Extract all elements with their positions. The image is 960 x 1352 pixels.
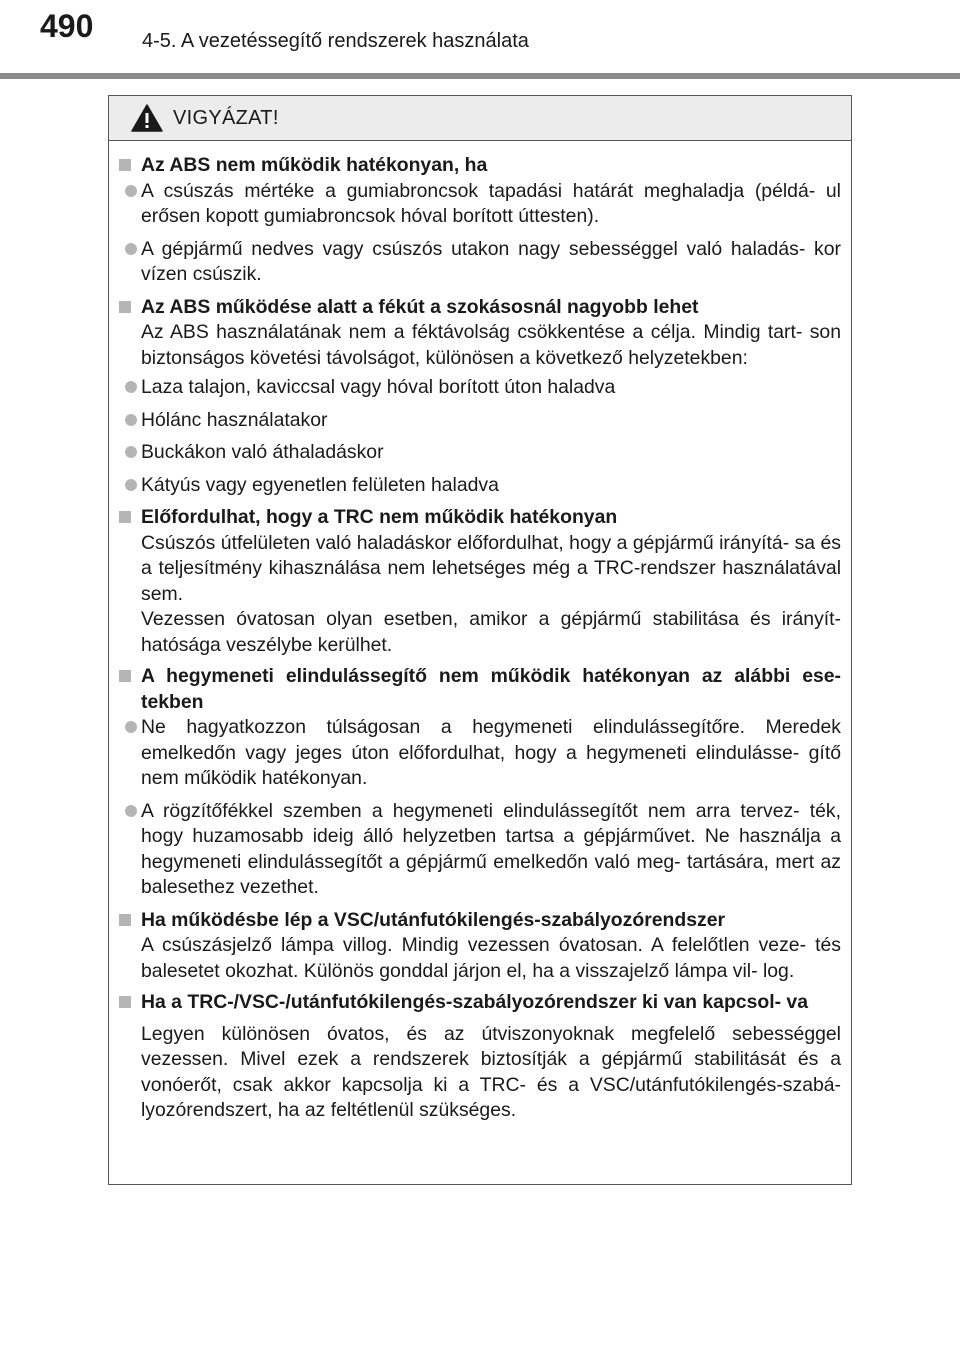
section-text: Csúszós útfelületen való haladáskor előfordulhat, hogy a gépjármű irányítá- sa és a teljesítmény kihasználása nem lehetséges még a TRC-rendszer használatával sem. [141, 531, 841, 605]
round-bullet-icon [125, 805, 137, 817]
round-bullet-icon [125, 414, 137, 426]
list-item: Laza talajon, kaviccsal vagy hóval borított úton haladva [125, 375, 841, 401]
round-bullet-icon [125, 446, 137, 458]
section-heading: Előfordulhat, hogy a TRC nem működik hatékonyan [117, 505, 841, 531]
caution-section [117, 295, 841, 499]
list-item: A gépjármű nedves vagy csúszós utakon nagy sebességgel való haladás- kor vízen csúszik. [125, 237, 841, 288]
header-rule [0, 73, 960, 79]
list-item: Buckákon való áthaladáskor [125, 440, 841, 466]
caution-section [117, 990, 841, 1124]
list-item: Kátyús vagy egyenetlen felületen haladva [125, 473, 841, 499]
section-heading: A hegymeneti elindulássegítő nem működik hatékonyan az alábbi ese- tekben [117, 664, 841, 715]
caution-body [109, 141, 851, 1124]
section-heading: Az ABS nem működik hatékonyan, ha [117, 153, 841, 179]
section-text: A csúszásjelző lámpa villog. Mindig vezessen óvatosan. A felelőtlen veze- tés balesetet okozhat. Különös gonddal járjon el, ha a visszajelző lámpa vil- log. [141, 934, 841, 982]
caution-section [117, 664, 841, 901]
section-heading: Ha működésbe lép a VSC/utánfutókilengés-szabályozórendszer [117, 908, 841, 934]
list-item: Ne hagyatkozzon túlságosan a hegymeneti elindulássegítőre. Meredek emelkedőn vagy jeges úton előfordulhat, hogy a hegymeneti elindulásse- gítő nem működik hatékonyan. [125, 715, 841, 792]
square-bullet-icon [119, 670, 131, 682]
caution-label: VIGYÁZAT! [173, 106, 279, 129]
section-title: 4-5. A vezetéssegítő rendszerek használata [142, 30, 529, 52]
square-bullet-icon [119, 159, 131, 171]
caution-section [117, 505, 841, 658]
section-heading: Ha a TRC-/VSC-/utánfutókilengés-szabályozórendszer ki van kapcsol- va [117, 990, 841, 1016]
round-bullet-icon [125, 721, 137, 733]
square-bullet-icon [119, 914, 131, 926]
square-bullet-icon [119, 511, 131, 523]
caution-section [117, 153, 841, 288]
list-item: A rögzítőfékkel szemben a hegymeneti elindulássegítőt nem arra tervez- ték, hogy huzamosabb ideig álló helyzetben tartsa a gépjárművet. Ne használja a hegymeneti elindulássegítőt a gépjármű emelkedőn való meg- tartására, mert az balesethez vezethet. [125, 799, 841, 901]
section-heading: Az ABS működése alatt a fékút a szokásosnál nagyobb lehet [117, 295, 841, 321]
square-bullet-icon [119, 996, 131, 1008]
round-bullet-icon [125, 185, 137, 197]
round-bullet-icon [125, 479, 137, 491]
list-item: Hólánc használatakor [125, 408, 841, 434]
section-text: Az ABS használatának nem a féktávolság csökkentése a célja. Mindig tart- son biztonságos követési távolságot, különösen a következő helyzetekben: [141, 321, 841, 369]
list-item: A csúszás mértéke a gumiabroncsok tapadási határát meghaladja (példá- ul erősen kopott gumiabroncsok hóval borított úttesten). [125, 179, 841, 230]
caution-header [109, 96, 851, 141]
caution-box [108, 95, 852, 1185]
square-bullet-icon [119, 301, 131, 313]
round-bullet-icon [125, 243, 137, 255]
warning-triangle-icon [131, 104, 163, 132]
caution-section [117, 908, 841, 985]
section-text: Vezessen óvatosan olyan esetben, amikor a gépjármű stabilitása és irányít- hatósága veszélybe kerülhet. [141, 608, 841, 656]
page-number: 490 [40, 8, 94, 44]
section-text: Legyen különösen óvatos, és az útviszonyoknak megfelelő sebességgel vezessen. Mivel ezek a rendszerek biztosítják a gépjármű stabilitását és a vonóerőt, csak akkor kapcsolja ki a TRC- és a VSC/utánfutókilengés-szabá- lyozórendszert, ha az feltétlenül szükséges. [141, 1022, 841, 1121]
round-bullet-icon [125, 381, 137, 393]
